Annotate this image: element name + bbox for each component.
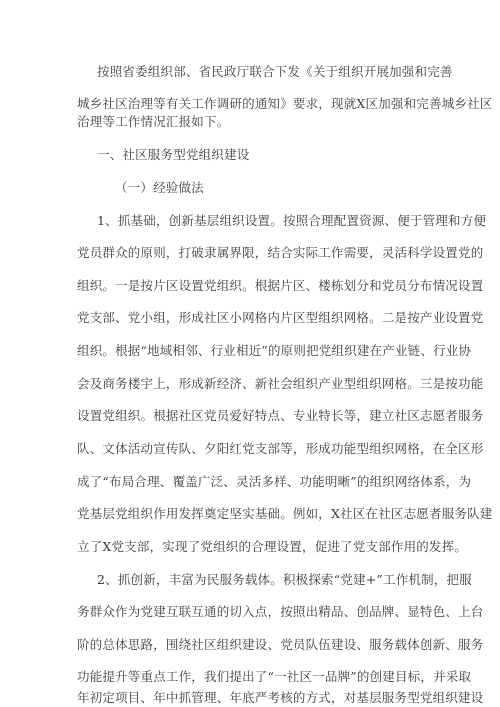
text-line: 阶的总体思路，围绕社区组织建设、党员队伍建设、服务载体创新、服务 [77,637,484,652]
text-line: 城乡社区治理等有关工作调研的通知》要求，现就X区加强和完善城乡社区 [77,96,493,111]
text-line: 2、抓创新，丰富为民服务载体。积极探索“党建+”工作机制，把服 [97,572,472,587]
text-line: 按照省委组织部、省民政厅联合下发《关于组织开展加强和完善 [97,64,453,79]
subsection-heading: （一）经验做法 [115,180,204,195]
text-line: 功能提升等重点工作，我们提出了“一社区一品牌”的创建目标，并采取 [77,669,472,684]
text-line: 务群众作为党建互联互通的切入点，按照出精品、创品牌、显特色、上台 [77,604,484,619]
text-line: 会及商务楼宇上，形成新经济、新社会组织产业型组织网格。三是按功能 [77,376,484,391]
text-line: 立了X党支部，实现了党组织的合理设置，促进了党支部作用的发挥。 [77,539,468,554]
text-line: 1、抓基础，创新基层组织设置。按照合理配置资源、便于管理和方便 [97,213,487,228]
text-line: 治理等工作情况汇报如下。 [77,114,230,129]
text-line: 设置党组织。根据社区党员爱好特点、专业特长等，建立社区志愿者服务 [77,408,484,423]
text-line: 党员群众的原则，打破隶属界限，结合实际工作需要，灵活科学设置党的 [77,245,484,260]
text-line: 组织。一是按片区设置党组织。根据片区、楼栋划分和党员分布情况设置 [77,278,484,293]
text-line: 党支部、党小组，形成社区小网格内片区型组织网格。二是按产业设置党 [77,310,484,325]
text-line: 年初定项目、年中抓管理、年底严考核的方式，对基层服务型党组织建设 [77,690,484,705]
text-line: 成了“布局合理、覆盖广泛、灵活多样、功能明晰”的组织网络体系，为 [77,474,472,489]
section-heading: 一、社区服务型党组织建设 [97,147,250,162]
text-line: 组织。根据“地域相邻、行业相近”的原则把党组织建在产业链、行业协 [77,343,472,358]
text-line: 党基层党组织作用发挥奠定坚实基础。例如，X社区在社区志愿者服务队建 [77,506,493,521]
text-line: 队、文体活动宣传队、夕阳红党支部等，形成功能型组织网格，在全区形 [77,441,484,456]
